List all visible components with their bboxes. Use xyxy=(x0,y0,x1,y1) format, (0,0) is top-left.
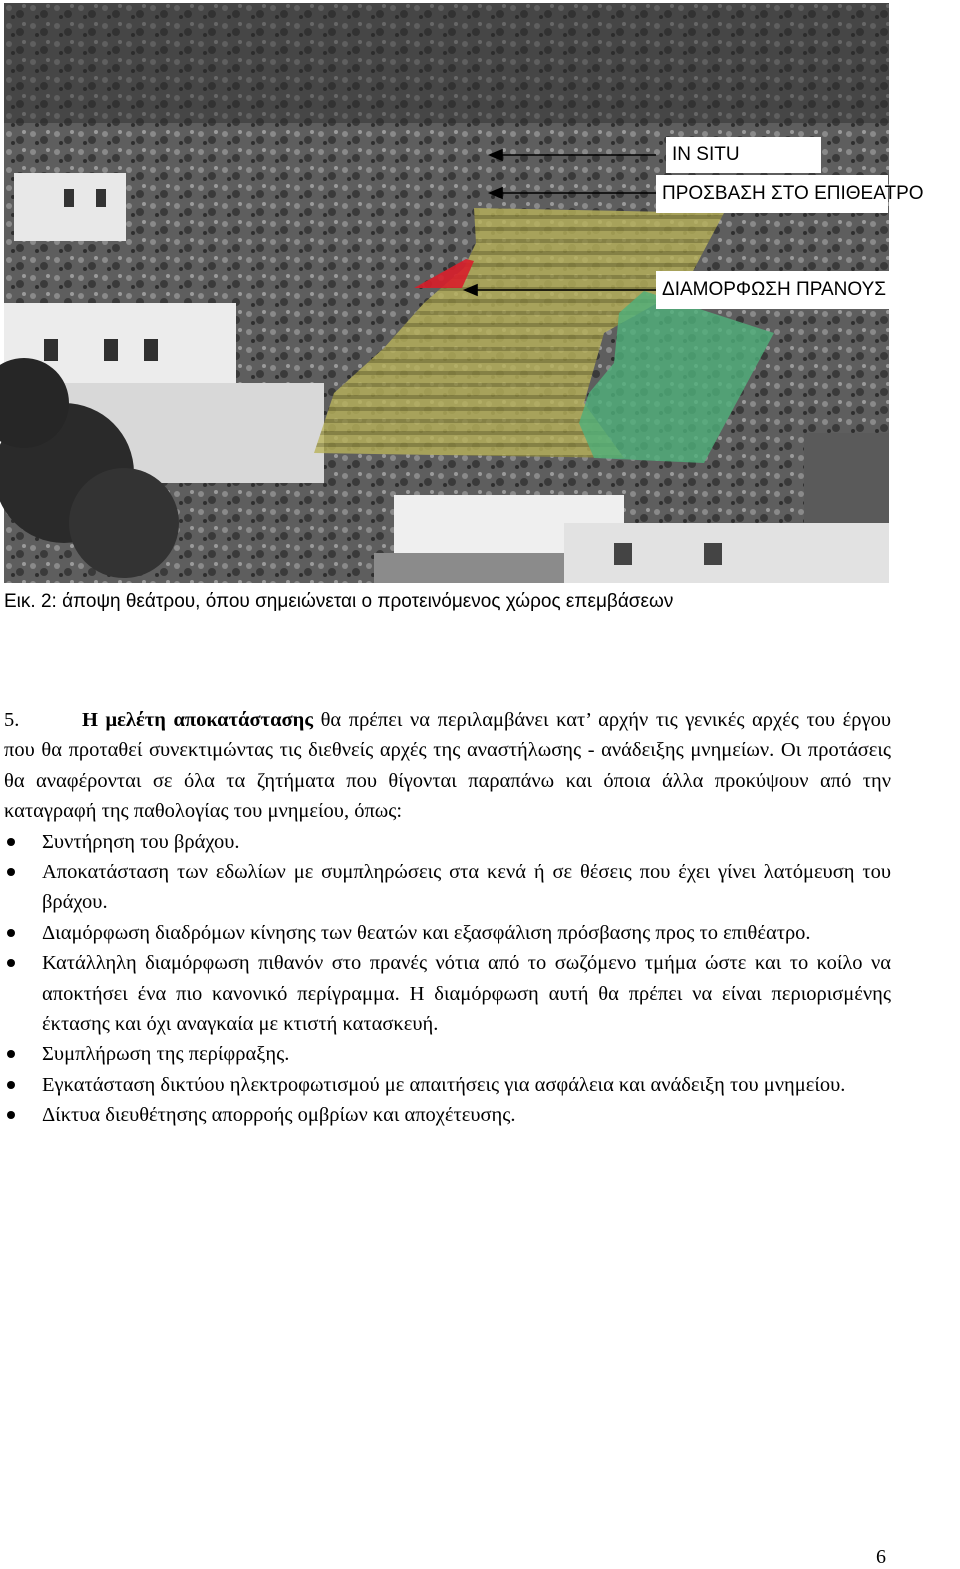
list-item: Συντήρηση του βράχου. xyxy=(4,827,891,857)
label-in-situ: IN SITU xyxy=(666,137,821,173)
bullet-icon xyxy=(7,838,15,846)
bullet-icon xyxy=(7,959,15,967)
label-access: ΠΡΟΣΒΑΣΗ ΣΤΟ ΕΠΙΘΕΑΤΡΟ xyxy=(656,175,888,213)
list-item: Αποκατάσταση των εδωλίων με συμπληρώσεις στα κενά ή σε θέσεις που έχει γίνει λατόμευση του βράχου. xyxy=(4,857,891,918)
section-number: 5. xyxy=(4,709,20,731)
section-paragraph xyxy=(4,705,891,827)
page-number: 6 xyxy=(876,1546,886,1568)
list-item: Συμπλήρωση της περίφραξης. xyxy=(4,1039,891,1069)
bullet-icon xyxy=(7,1050,15,1058)
section-body: θα πρέπει να περιλαμβάνει κατ’ αρχήν τις γενικές αρχές του έργου που θα προταθεί συνεκτιμώντας τις διεθνείς αρχές της αναστήλωσης - ανάδειξης μνημείων. Οι προτάσεις θα αναφέρονται σε όλα τα ζητήματα που θίγονται παραπάνω και όποια άλλα προκύψουν από την καταγραφή της παθολογίας του μνημείου, όπως: xyxy=(4,709,891,823)
bullet-icon xyxy=(7,929,15,937)
section-lead: Η μελέτη αποκατάστασης xyxy=(82,709,313,731)
bullet-icon xyxy=(7,1111,15,1119)
bullet-icon xyxy=(7,868,15,876)
list-item: Εγκατάσταση δικτύου ηλεκτροφωτισμού με απαιτήσεις για ασφάλεια και ανάδειξη του μνημείου. xyxy=(4,1070,891,1100)
section-5 xyxy=(4,705,891,1131)
bullet-icon xyxy=(7,1081,15,1089)
label-slope: ΔΙΑΜΟΡΦΩΣΗ ΠΡΑΝΟΥΣ xyxy=(656,271,894,309)
figure-caption: Εικ. 2: άποψη θεάτρου, όπου σημειώνεται ο προτεινόμενος χώρος επεμβάσεων xyxy=(4,591,674,612)
list-item: Διαμόρφωση διαδρόμων κίνησης των θεατών και εξασφάλιση πρόσβασης προς το επιθέατρο. xyxy=(4,918,891,948)
list-item: Κατάλληλη διαμόρφωση πιθανόν στο πρανές νότια από το σωζόμενο τμήμα ώστε και το κοίλο να αποκτήσει ένα πιο κανονικό περίγραμμα. Η διαμόρφωση αυτή θα πρέπει να είναι περιορισμένης έκτασης και όχι αναγκαία με κτιστή κατασκευή. xyxy=(4,948,891,1039)
theatre-photo xyxy=(4,3,924,583)
requirements-list xyxy=(4,827,891,1131)
list-item: Δίκτυα διευθέτησης απορροής ομβρίων και αποχέτευσης. xyxy=(4,1100,891,1130)
